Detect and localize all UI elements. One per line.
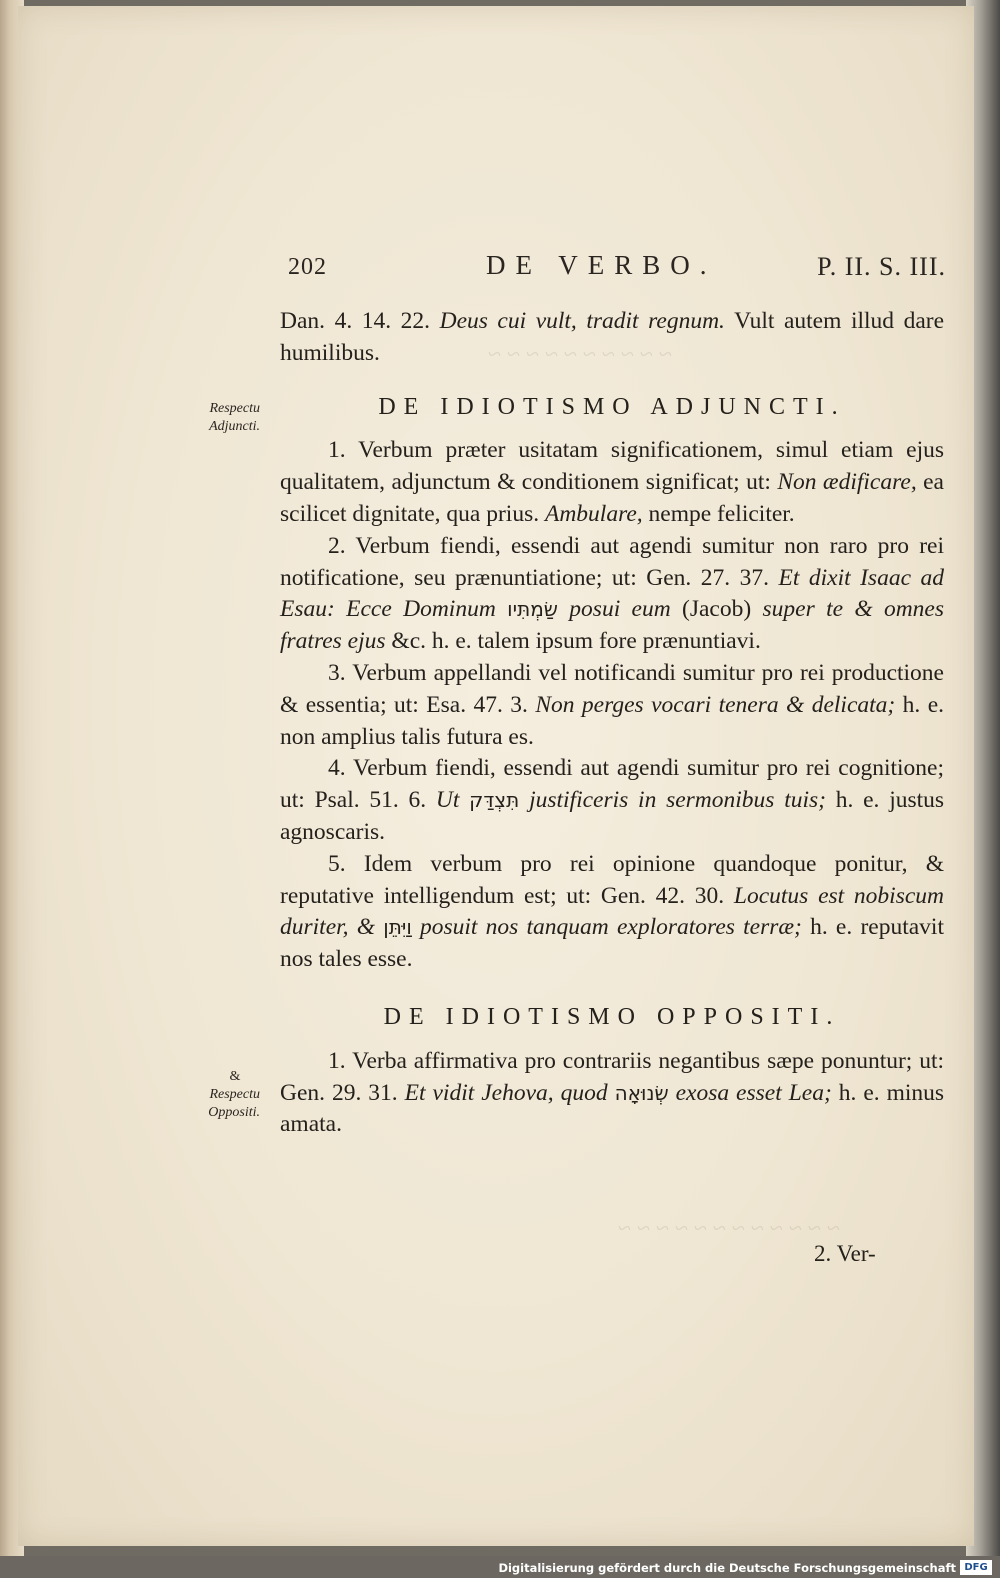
paragraph-5 bbox=[280, 849, 944, 976]
paragraph-text: ea scilicet dignitate, qua prius. bbox=[280, 469, 944, 527]
paragraph-number: 1. bbox=[328, 1047, 346, 1074]
italic-quote: posui eum bbox=[569, 596, 671, 623]
italic-quote: posuit nos tanquam exploratores terræ; bbox=[420, 914, 802, 941]
paragraph-text: Verbum fiendi, essendi aut agendi sumitur non raro pro rei notificatione, seu prænuntiatione; ut: Gen. 27. 37. bbox=[280, 532, 944, 591]
page-number: 202 bbox=[288, 254, 327, 280]
funding-credit: Digitalisierung gefördert durch die Deutsche Forschungsgemeinschaft bbox=[498, 1561, 956, 1575]
paragraph-text: (Jacob) bbox=[682, 596, 752, 623]
running-title: DE VERBO. bbox=[486, 250, 717, 280]
italic-phrase: Ambulare, bbox=[544, 500, 643, 527]
dfg-logo-icon: DFG bbox=[960, 1560, 992, 1575]
margin-note-line: Respectu bbox=[209, 1087, 260, 1102]
italic-quote: Deus cui vult, tradit regnum. bbox=[439, 308, 725, 334]
paragraph-text: &c. h. e. talem ipsum fore prænuntiavi. bbox=[391, 628, 761, 655]
paragraph-text: Verbum appellandi vel notificandi sumitur pro rei productione & essentia; ut: Esa. 47. 3. bbox=[280, 659, 944, 718]
italic-phrase: Non ædificare, bbox=[777, 469, 917, 496]
paragraph-3 bbox=[280, 658, 944, 753]
catchword: 2. Ver- bbox=[814, 1241, 876, 1266]
paragraph-number: 5. bbox=[328, 850, 346, 877]
paragraph-text: h. e. justus agnoscaris. bbox=[280, 787, 945, 845]
margin-note-line: Oppositi. bbox=[208, 1105, 260, 1120]
paragraph-2 bbox=[280, 531, 944, 658]
paragraph-text: Verbum fiendi, essendi aut agendi sumitur pro rei cognitione; ut: Psal. 51. 6. bbox=[280, 755, 944, 814]
margin-note-line: & bbox=[229, 1069, 241, 1084]
paragraph-number: 2. bbox=[328, 532, 346, 559]
paragraph-intro bbox=[280, 306, 944, 370]
paragraph-text: h. e. minus amata. bbox=[280, 1079, 945, 1138]
section-reference: P. II. S. III. bbox=[817, 252, 946, 281]
paragraph-text: nempe feliciter. bbox=[648, 500, 795, 527]
paragraph-text: Verbum præter usitatam significationem, simul etiam ejus qualitatem, adjunctum & conditionem significat; ut: bbox=[280, 437, 945, 496]
italic-quote: justificeris in sermonibus tuis; bbox=[529, 787, 826, 814]
paragraph-text: Vult autem illud dare humilibus. bbox=[280, 308, 945, 366]
italic-quote: Non perges vocari tenera & delicata; bbox=[535, 691, 896, 718]
paragraph-text: h. e. reputavit nos tales esse. bbox=[280, 914, 944, 973]
margin-note-line: Adjuncti. bbox=[209, 419, 260, 434]
margin-note-oppositi bbox=[170, 1068, 260, 1122]
paragraph-4 bbox=[280, 753, 944, 848]
footer-bar bbox=[0, 1556, 1000, 1578]
show-through-mark: ~ ~ ~ ~ ~ ~ ~ ~ ~ ~ bbox=[488, 342, 672, 368]
paragraph-text: h. e. non amplius talis futura es. bbox=[280, 691, 945, 750]
show-through-mark: ~ ~ ~ ~ ~ ~ ~ ~ ~ ~ ~ ~ bbox=[618, 1216, 840, 1242]
section-heading-adjuncti: DE IDIOTISMO ADJUNCTI. bbox=[378, 393, 846, 420]
paragraph-number: 4. bbox=[328, 755, 346, 782]
running-header bbox=[288, 250, 946, 290]
hebrew-word: תִּצְדַּק bbox=[469, 788, 520, 813]
paragraph-number: 1. bbox=[328, 437, 346, 464]
hebrew-word: שְׂנוּאָה bbox=[614, 1080, 669, 1105]
paragraph-1 bbox=[280, 435, 944, 530]
paragraph-text: Idem verbum pro rei opinione quandoque ponitur, & reputative intelligendum est; ut: Gen. 42. 30. bbox=[280, 850, 944, 909]
italic-quote: exosa esset Lea; bbox=[675, 1079, 832, 1106]
margin-note-adjuncti bbox=[170, 400, 260, 436]
italic-quote: Et vidit Jehova, quod bbox=[404, 1079, 608, 1106]
paragraph-6 bbox=[280, 1046, 944, 1141]
italic-quote: super te & omnes fratres ejus bbox=[280, 596, 945, 655]
paragraph-text: Verba affirmativa pro contrariis negantibus sæpe ponuntur; ut: Gen. 29. 31. bbox=[280, 1047, 945, 1106]
page-body bbox=[280, 306, 944, 1141]
section-heading-oppositi: DE IDIOTISMO OPPOSITI. bbox=[383, 1003, 841, 1030]
citation: Dan. 4. 14. 22. bbox=[280, 308, 431, 334]
paragraph-number: 3. bbox=[328, 659, 346, 686]
margin-note-line: Respectu bbox=[209, 401, 260, 416]
hebrew-word: וַיִּתֵּן bbox=[383, 915, 412, 940]
italic-quote: Et dixit Isaac ad Esau: Ecce Dominum bbox=[280, 564, 944, 623]
italic-quote: Ut bbox=[435, 787, 460, 814]
hebrew-word: שַׂמְתִּיו bbox=[507, 597, 558, 622]
italic-quote: Locutus est nobiscum duriter, & bbox=[280, 882, 944, 941]
